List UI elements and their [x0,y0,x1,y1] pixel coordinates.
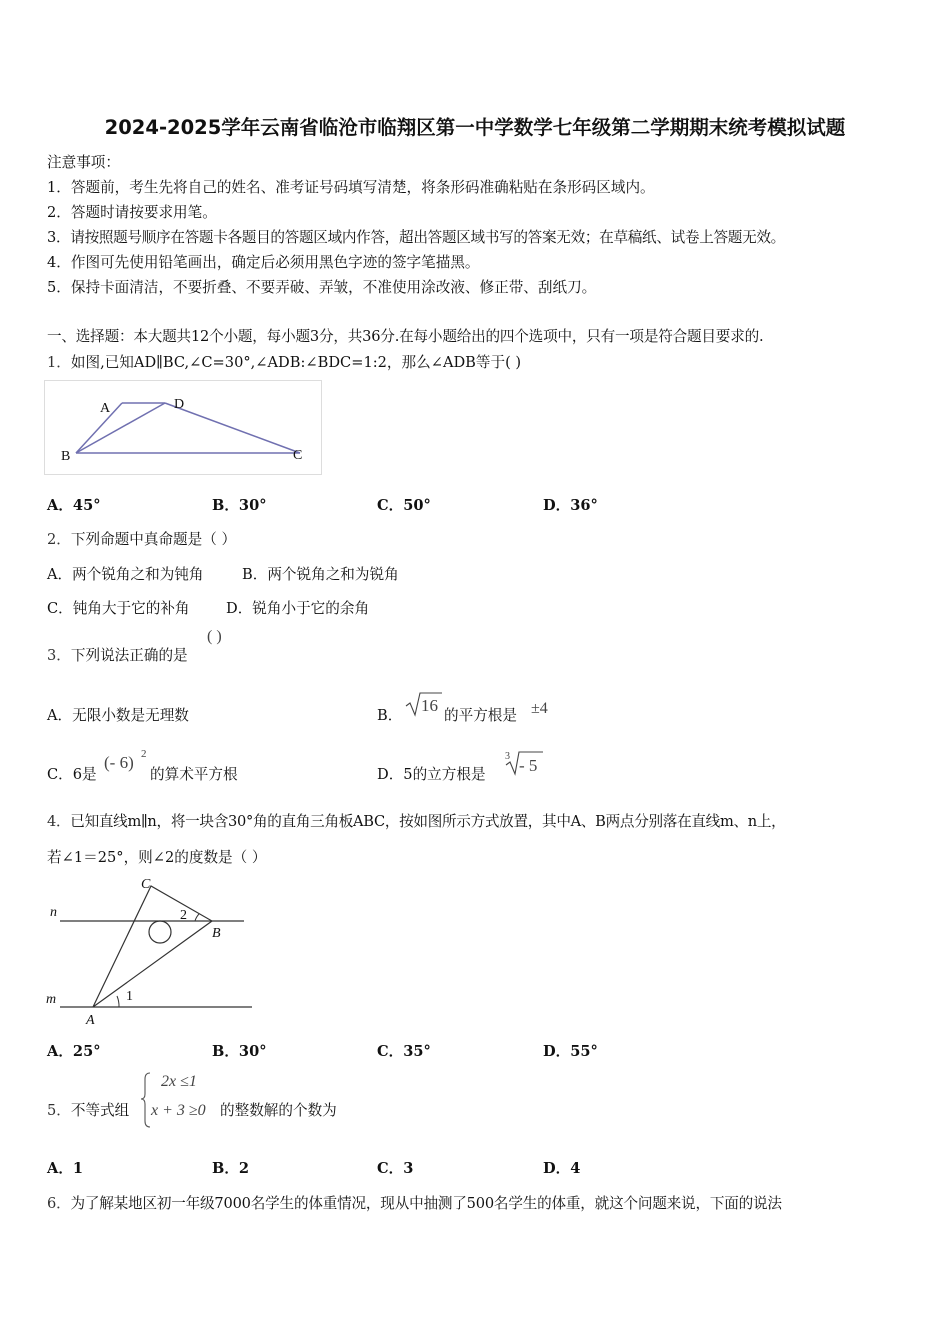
sqrt-symbol [404,690,444,718]
question-number: 2． [47,531,71,548]
q3-option-c-base: (- 6) [104,753,134,772]
q3-option-c-exponent: 2 [141,748,147,760]
label-c: C [141,877,151,892]
root-radicand: - 5 [519,756,538,775]
question-4 [47,810,785,831]
question-text: 如图,已知AD∥BC,∠C=30°,∠ADB:∠BDC=1:2，那么∠ADB等于( ) [70,354,522,371]
notice-heading: 注意事项： [47,154,120,171]
question-text: 下列命题中真命题是（ ） [70,531,237,548]
left-brace [141,1073,150,1127]
triangle-hole [149,921,171,943]
label-c: C [293,448,303,463]
q5-option-b: B．2 [212,1160,250,1177]
segment-ab [76,403,122,453]
q2-option-b: B．两个锐角之和为锐角 [242,566,399,583]
q3-option-b: B． [377,707,403,724]
question-text: 下列说法正确的是 [70,647,188,664]
page-title: 2024-2025学年云南省临沧市临翔区第一中学数学七年级第二学期期末统考模拟试题 [104,116,846,139]
label-d: D [174,397,185,412]
label-a: A [86,1013,95,1028]
q4-option-d: D．55° [543,1043,598,1060]
question-text: 为了解某地区初一年级7000名学生的体重情况，现从中抽测了500名学生的体重，就这个问题来说，下面的说法 [70,1195,782,1212]
segment-dc [165,403,300,453]
q2-option-d: D．锐角小于它的余角 [226,600,370,617]
segment-bd [76,403,165,453]
question-number: 3． [47,647,71,664]
q4-option-b: B．30° [212,1043,267,1060]
q3-paren: ( ) [207,628,222,645]
q2-option-c: C．钝角大于它的补角 [47,600,190,617]
question-number: 6． [47,1195,71,1212]
question-1 [47,351,521,372]
notice-item-1: 1．答题前，考生先将自己的姓名、准考证号码填写清楚，将条形码准确粘贴在条形码区域内。 [47,179,655,196]
notice-item-4: 4．作图可先使用铅笔画出，确定后必须用黑色字迹的签字笔描黑。 [47,254,480,271]
question-3 [47,644,188,665]
q1-option-a: A．45° [47,497,101,514]
question-5-suffix: 的整数解的个数为 [220,1102,337,1119]
q5-option-c: C．3 [377,1160,414,1177]
q1-figure [44,380,324,477]
label-angle-2: 2 [180,908,187,923]
label-b: B [212,926,221,941]
q5-option-a: A．1 [47,1160,84,1177]
q3-option-d: D．5的立方根是 [377,766,486,783]
label-n: n [50,905,57,920]
question-number: 1． [47,354,71,371]
sqrt-radicand: 16 [421,696,438,715]
q4-figure [44,874,258,1030]
q1-option-d: D．36° [543,497,598,514]
q1-option-b: B．30° [212,497,267,514]
inequality-2: x + 3 ≥0 [151,1102,206,1119]
cube-root-symbol [503,749,545,777]
notice-item-3: 3．请按照题号顺序在答题卡各题目的答题区域内作答，超出答题区域书写的答案无效；在草稿纸、试卷上答题无效。 [47,229,785,246]
inequality-1: 2x ≤1 [161,1073,197,1090]
question-5 [47,1099,129,1120]
notice-item-5: 5．保持卡面清洁，不要折叠、不要弄破、弄皱，不准使用涂改液、修正带、刮纸刀。 [47,279,597,296]
label-a: A [100,401,111,416]
root-index: 3 [505,751,510,762]
q2-option-a: A．两个锐角之和为钝角 [47,566,204,583]
q3-option-c: C．6是 [47,766,97,783]
triangle-abc [93,886,212,1007]
notice-item-2: 2．答题时请按要求用笔。 [47,204,217,221]
q3-option-a: A．无限小数是无理数 [47,707,189,724]
q4-option-a: A．25° [47,1043,101,1060]
q3-option-b-value: ±4 [531,700,548,717]
angle-2-arc [195,914,199,921]
q1-option-c: C．50° [377,497,431,514]
label-b: B [61,449,71,464]
angle-1-arc [117,996,119,1007]
question-text-prefix: 不等式组 [70,1102,130,1119]
question-2 [47,528,236,549]
question-number: 5． [47,1102,71,1119]
question-4-line2: 若∠1＝25°，则∠2的度数是（ ） [47,849,267,866]
q5-option-d: D．4 [543,1160,581,1177]
q3-option-c-text: 的算术平方根 [150,766,238,783]
question-6 [47,1192,782,1213]
section-heading: 一、选择题：本大题共12个小题，每小题3分，共36分.在每小题给出的四个选项中，只有一项是符合题目要求的. [47,328,764,345]
q4-option-c: C．35° [377,1043,431,1060]
question-text-line1: 已知直线m∥n，将一块含30°角的直角三角板ABC，按如图所示方式放置，其中A、B两点分别落在直线m、n上， [70,813,786,830]
label-m: m [46,992,57,1007]
q3-option-b-text: 的平方根是 [444,707,517,724]
label-angle-1: 1 [126,989,133,1004]
question-number: 4． [47,813,71,830]
